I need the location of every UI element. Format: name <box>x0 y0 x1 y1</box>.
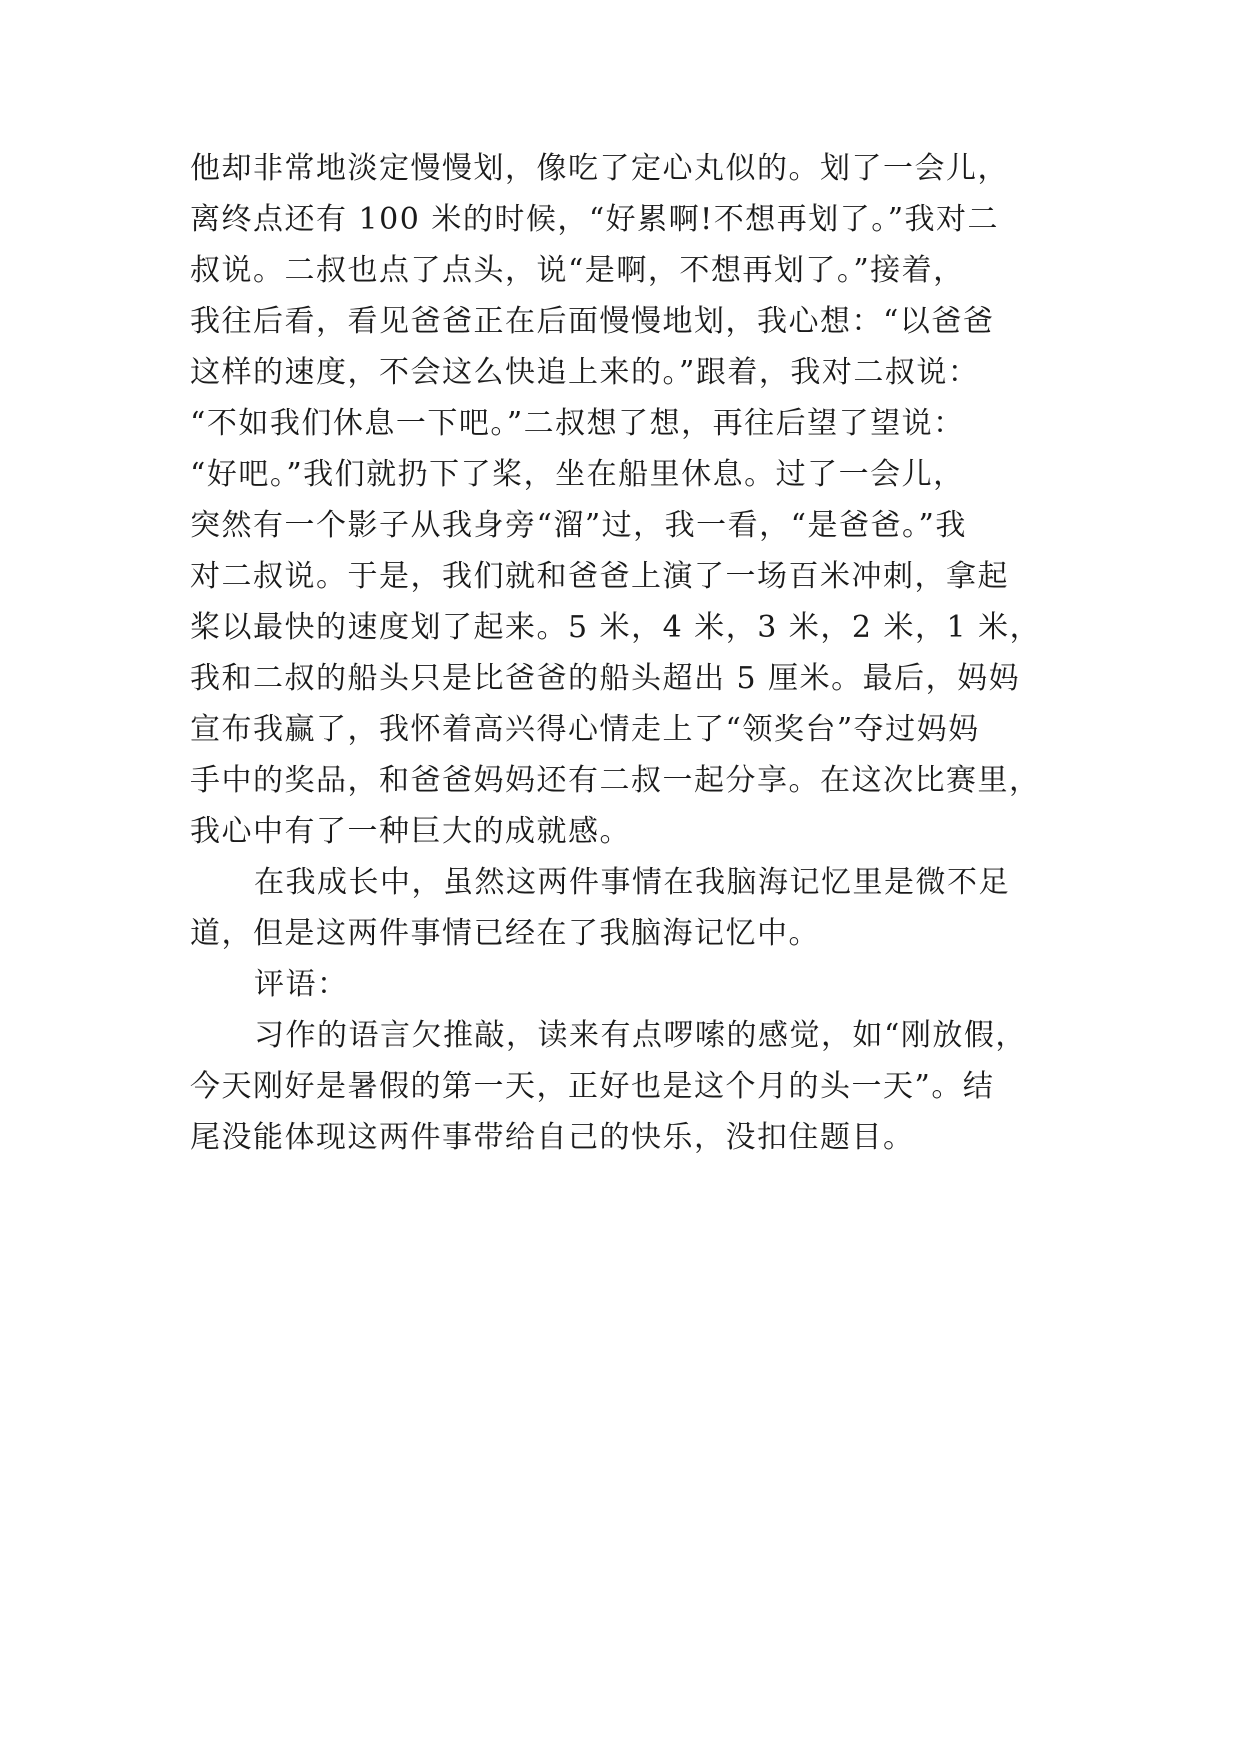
text-line: 这样的速度，不会这么快追上来的。”跟着，我对二叔说： <box>190 355 980 390</box>
text-line: “好吧。”我们就扔下了桨，坐在船里休息。过了一会儿， <box>190 457 965 492</box>
text-line: 我和二叔的船头只是比爸爸的船头超出 5 厘米。最后，妈妈 <box>190 661 1021 696</box>
text-line: 突然有一个影子从我身旁“溜”过，我一看，“是爸爸。”我 <box>190 508 967 543</box>
text-line: 道，但是这两件事情已经在了我脑海记忆中。 <box>190 916 820 951</box>
paragraph-first-line: 习作的语言欠推敲，读来有点啰嗦的感觉，如“刚放假， <box>254 1018 1027 1053</box>
text-line: 对二叔说。于是，我们就和爸爸上演了一场百米冲刺，拿起 <box>190 559 1009 594</box>
text-line: 桨以最快的速度划了起来。5 米，4 米，3 米，2 米，1 米， <box>190 610 1042 645</box>
text-line: 离终点还有 100 米的时候，“好累啊!不想再划了。”我对二 <box>190 202 1000 237</box>
text-line: 他却非常地淡定慢慢划，像吃了定心丸似的。划了一会儿， <box>190 151 1009 186</box>
paragraph-first-line: 在我成长中，虽然这两件事情在我脑海记忆里是微不足 <box>254 865 1010 900</box>
text-line: 我心中有了一种巨大的成就感。 <box>190 814 631 849</box>
text-line: “不如我们休息一下吧。”二叔想了想，再往后望了望说： <box>190 406 965 441</box>
text-line: 宣布我赢了，我怀着高兴得心情走上了“领奖台”夺过妈妈 <box>190 712 980 747</box>
text-line: 我往后看，看见爸爸正在后面慢慢地划，我心想：“以爸爸 <box>190 304 995 339</box>
text-line: 尾没能体现这两件事带给自己的快乐，没扣住题目。 <box>190 1120 915 1155</box>
text-line: 叔说。二叔也点了点头，说“是啊，不想再划了。”接着， <box>190 253 965 288</box>
text-line: 手中的奖品，和爸爸妈妈还有二叔一起分享。在这次比赛里， <box>190 763 1041 798</box>
text-line: 今天刚好是暑假的第一天，正好也是这个月的头一天”。结 <box>190 1069 995 1104</box>
comment-heading: 评语： <box>254 967 349 1002</box>
